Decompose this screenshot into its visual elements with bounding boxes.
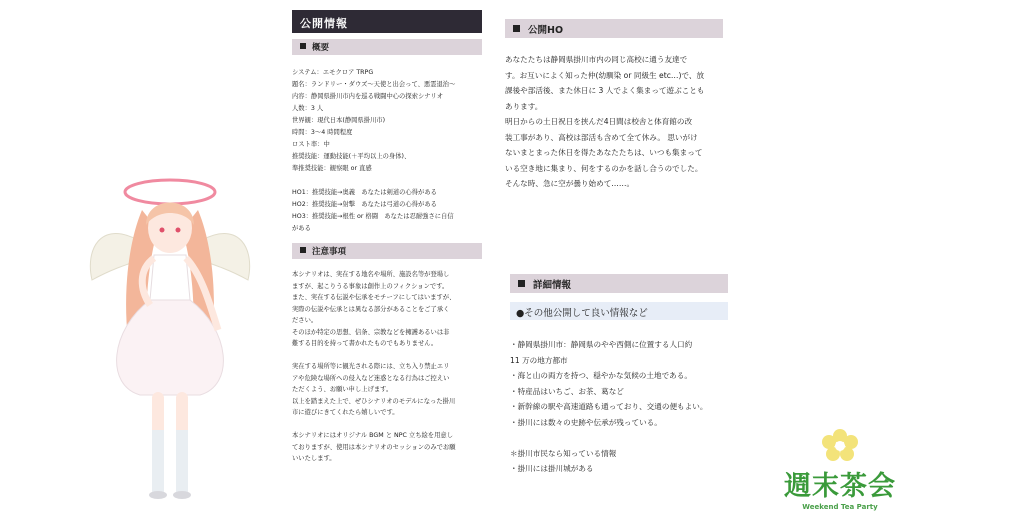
details-line [510,430,728,446]
overview-line: 人数：3 人 [292,105,324,112]
details-line: 11 万の地方都市 [510,355,568,365]
details-line: ・静岡県掛川市：静岡県のやや西側に位置する人口約 [510,340,693,349]
logo-text: 週末茶会 [784,471,896,502]
overview-line: 内容：静岡県掛川市内を巡る戦闘中心の探索シナリオ [292,93,444,100]
details-line: ・掛川には数々の史跡や伝承が残っている。 [510,417,662,427]
public-ho-line: 装工事があり、高校は部活も含めて全て休み。 思いがけ [505,132,698,142]
flower-icon [770,428,910,468]
overview-heading-bar [292,39,482,55]
square-bullet-icon [300,43,306,49]
notes-line: また、実在する伝説や伝承をモチーフにしてはいますが、 [292,294,456,301]
details-line: ・海と山の両方を持つ、穏やかな気候の土地である。 [510,371,692,380]
public-info-title: 公開情報 [292,10,482,33]
notes-heading: 注意事項 [312,247,347,257]
details-line: ・新幹線の駅や高速道路も通っており、交通の便もよい。 [510,402,708,411]
details-line: ＊掛川市民なら知っている情報 [510,448,617,458]
overview-line: 推奨技能：運動技能(＋平均以上の身体)、 [292,153,411,160]
notes-line [292,419,482,431]
overview-line: 時間：3～4 時間程度 [292,129,353,136]
overview-line: 準推奨技能：観察眼 or 直感 [292,165,372,172]
public-ho-line: あなたたちは静岡県掛川市内の同じ高校に通う友達で [505,55,688,64]
notes-line: ますが、起こりうる事象は創作上のフィクションです。 [292,282,449,290]
notes-line: 難する目的を持って書かれたものでもありません。 [292,340,438,347]
public-ho-line: いる空き地に集まり、何をするのかを話し合うのでした。 [505,163,703,173]
notes-line: そのほか特定の思想、信条、宗教などを擁護あるいは非 [292,328,450,336]
overview-heading: 概要 [312,43,330,53]
public-ho-line: 明日からの土日祝日を挟んだ4日間は校舎と体育館の改 [505,117,693,126]
overview-line: 題名：ランドリー・ダウズ～天使と出会って、悪霊退治～ [292,81,456,88]
public-info-column [292,10,482,465]
notes-line: 以上を踏まえた上で、ぜひシナリオのモデルになった掛川 [292,397,456,405]
overview-line: HO1：推奨技能→奥義 あなたは剣道の心得がある [292,189,437,196]
notes-line: ただくよう、お願い申し上げます。 [292,386,393,393]
notes-line: いいたします。 [292,455,336,462]
overview-line: 世界観：現代日本(静岡県掛川市) [292,117,386,124]
public-ho-line: 課後や部活後、また休日に 3 人でよく集まって遊ぶことも [505,86,705,95]
logo-subtitle: Weekend Tea Party [802,503,878,511]
details-line: ・特産品はいちご、お茶、葛など [510,386,624,396]
public-ho-section [505,19,723,192]
overview-line [292,175,482,187]
square-bullet-icon [518,280,525,287]
details-heading: 詳細情報 [533,280,572,291]
public-ho-heading-bar [505,19,723,38]
notes-line: 市に遊びにきてくれたら嬉しいです。 [292,409,399,416]
public-ho-line: す。お互いによく知った仲(幼馴染 or 同級生 etc…)で、放 [505,70,705,80]
notes-line: 本シナリオは、実在する地名や場所、施設名等が登場し [292,271,450,278]
square-bullet-icon [513,25,520,32]
angel-character-illustration [80,130,260,530]
public-ho-heading: 公開HO [528,25,564,36]
details-subheading: ●その他公開して良い情報など [510,302,728,320]
notes-line: ておりますが、使用は本シナリオのセッションのみでお願 [292,443,456,451]
details-section [510,274,728,477]
details-heading-bar [510,274,728,293]
overview-line: がある [292,225,311,232]
notes-line: ださい。 [292,317,318,324]
notes-text [292,269,482,465]
details-text [510,337,728,477]
public-ho-line: そんな時、急に空が曇り始めて……。 [505,179,635,188]
overview-line: システム：エモクロア TRPG [292,69,374,76]
notes-line: 実際の伝説や伝承とは異なる部分があることをご了承く [292,305,450,313]
weekend-tea-party-logo [770,428,910,518]
notes-line: アや危険な場所への侵入など迷惑となる行為はご控えい [292,374,450,382]
square-bullet-icon [300,247,306,253]
public-ho-text [505,52,723,192]
public-ho-line: あります。 [505,101,543,111]
overview-line: HO2：推奨技能→射撃 あなたは弓道の心得がある [292,201,437,208]
notes-line: 実在する場所等に観光される際には、立ち入り禁止エリ [292,363,450,370]
overview-text [292,67,482,235]
details-line: ・掛川には掛川城がある [510,464,594,473]
overview-line: ロスト率：中 [292,141,330,148]
notes-line [292,350,482,362]
public-ho-line: ないまとまった休日を得たあなたたちは、いつも集まって [505,148,703,157]
overview-line: HO3：推奨技能→根性 or 格闘 あなたは忍耐強さに自信 [292,213,454,220]
notes-line: 本シナリオにはオリジナル BGM と NPC 立ち絵を用意し [292,432,453,439]
notes-heading-bar [292,243,482,259]
